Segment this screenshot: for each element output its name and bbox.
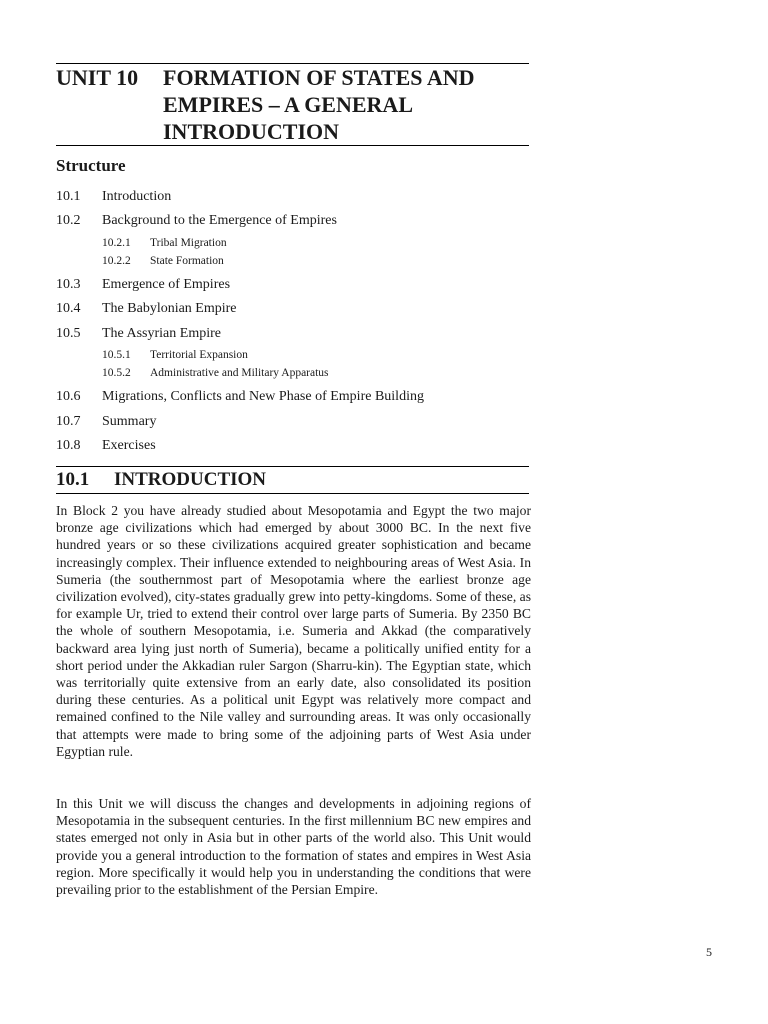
unit-number: UNIT 10: [56, 65, 139, 90]
toc-label: Territorial Expansion: [150, 349, 248, 361]
toc-label: Summary: [102, 414, 157, 429]
body-paragraph: In this Unit we will discuss the changes and developments in adjoining regions of Mesopotamia in the subsequent centuries. In the first millennium BC new empires and states emerged not only in Asia but in other parts of the world also. This Unit would provide you a general introduction to the formation of states and empires in West Asia region. More specifically it would help you in understanding the conditions that were prevailing prior to the establishment of the Persian Empire.: [56, 796, 531, 898]
toc-number: 10.2.1: [102, 237, 131, 249]
toc-number: 10.3: [56, 277, 81, 292]
toc-number: 10.5.2: [102, 367, 131, 379]
toc-number: 10.2: [56, 213, 81, 228]
toc-number: 10.7: [56, 414, 81, 429]
toc-number: 10.8: [56, 438, 81, 453]
toc-number: 10.4: [56, 301, 81, 316]
section-title: INTRODUCTION: [114, 469, 267, 490]
toc-label: Migrations, Conflicts and New Phase of Empire Building: [102, 389, 424, 404]
toc-number: 10.2.2: [102, 255, 131, 267]
toc-label: Tribal Migration: [150, 237, 227, 249]
section-number: 10.1: [56, 469, 90, 490]
unit-title: FORMATION OF STATES AND EMPIRES – A GENERAL INTRODUCTION: [163, 65, 475, 144]
toc-label: Introduction: [102, 189, 172, 204]
toc-number: 10.5.1: [102, 349, 131, 361]
structure-heading: Structure: [56, 156, 126, 175]
toc-label: Exercises: [102, 438, 156, 453]
section-bottom-rule: [56, 493, 529, 494]
toc-label: Background to the Emergence of Empires: [102, 213, 337, 228]
toc-label: State Formation: [150, 255, 224, 267]
toc-label: The Babylonian Empire: [102, 301, 237, 316]
toc-label: Emergence of Empires: [102, 277, 231, 292]
title-bottom-rule: [56, 145, 529, 146]
toc-label: The Assyrian Empire: [102, 326, 221, 341]
page-number: 5: [706, 945, 712, 959]
toc-number: 10.1: [56, 189, 81, 204]
toc-number: 10.6: [56, 389, 81, 404]
section-top-rule: [56, 466, 529, 467]
toc-label: Administrative and Military Apparatus: [150, 367, 329, 379]
body-paragraph: In Block 2 you have already studied about Mesopotamia and Egypt the two major bronze age civilizations which had emerged by about 3000 BC. In the next five hundred years or so these civilizations acquired greater sophistication and became increasingly complex. Their influence extended to neighbouring areas of West Asia. In Sumeria (the southernmost part of Mesopotamia where the earliest bronze age civilization evolved), city-states gradually grew into petty-kingdoms. Some of these, as for example Ur, tried to extend their control over large parts of Sumeria. By 2350 BC the whole of southern Mesopotamia, i.e. Sumeria and Akkad (the comparatively backward area lying just north of Sumeria), became a politically unified entity for a short period under the Akkadian ruler Sargon (Sharru-kin). The Egyptian state, which was territorially quite extensive from an early date, also consolidated its position during these centuries. As a political unit Egypt was relatively more compact and remained confined to the Nile valley and surrounding areas. It was only occasionally that attempts were made to bring some of the adjoining parts of West Asia under Egyptian rule.: [56, 503, 531, 759]
toc-number: 10.5: [56, 326, 81, 341]
